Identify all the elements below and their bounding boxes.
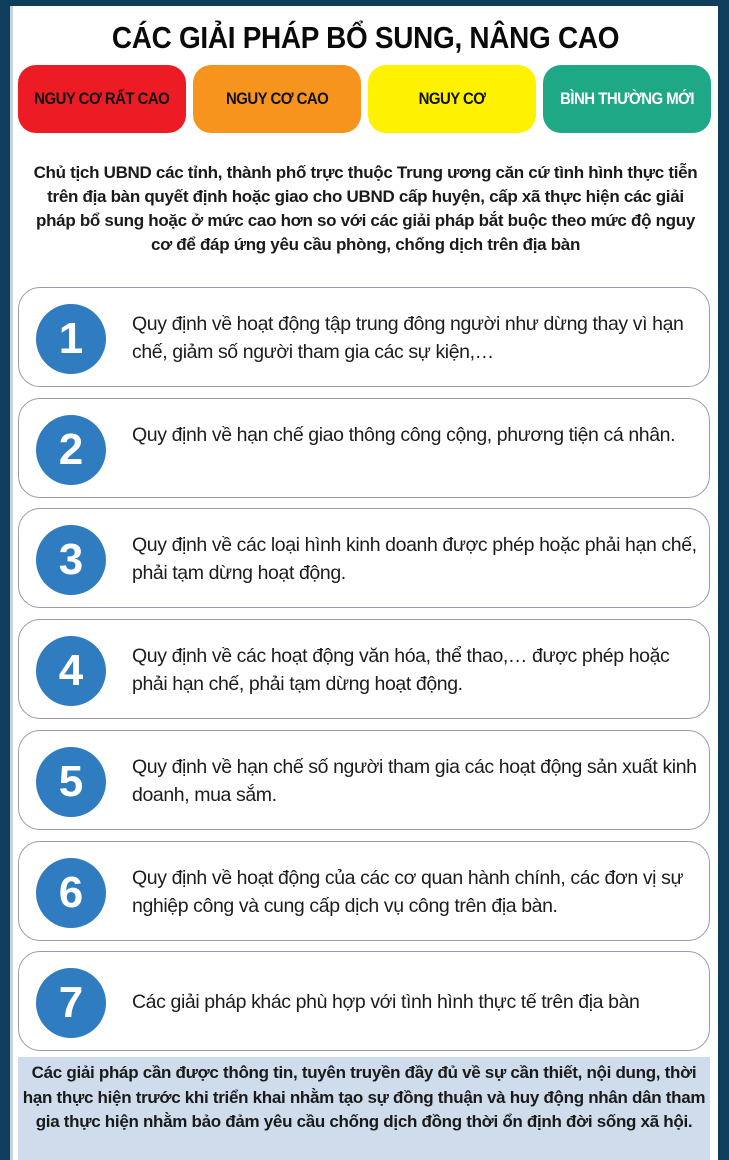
number-badge-icon: 7 [36, 968, 106, 1038]
item-text: Các giải pháp khác phù hợp với tình hình thực tế trên địa bàn [132, 991, 640, 1013]
list-item [18, 508, 710, 608]
list-item [18, 841, 710, 941]
risk-level-legend [18, 65, 713, 133]
risk-pill-high: NGUY CƠ CAO [193, 65, 361, 133]
footer-note: Các giải pháp cần được thông tin, tuyên truyền đầy đủ về sự cần thiết, nội dung, thời hạn thực hiện trước khi triển khai nhằm tạo sự đồng thuận và huy động nhân dân tham gia thực hiện nhằm bảo đảm yêu cầu chống dịch đồng thời ổn định đời sống xã hội. [18, 1057, 710, 1160]
item-text: Quy định về hạn chế giao thông công cộng, phương tiện cá nhân. [132, 424, 676, 446]
item-text: Quy định về hoạt động tập trung đông người như dừng thay vì hạn chế, giảm số người tham gia các sự kiện,… [132, 313, 684, 363]
page-title: CÁC GIẢI PHÁP BỔ SUNG, NÂNG CAO [111, 20, 620, 55]
number-badge-icon: 4 [36, 636, 106, 706]
risk-pill-new-normal: BÌNH THƯỜNG MỚI [543, 65, 711, 133]
number-badge-icon: 1 [36, 304, 106, 374]
list-item [18, 951, 710, 1051]
number-badge-icon: 6 [36, 858, 106, 928]
item-text: Quy định về các loại hình kinh doanh được phép hoặc phải hạn chế, phải tạm dừng hoạt động. [132, 534, 697, 584]
list-item [18, 287, 710, 387]
list-item [18, 398, 710, 498]
number-badge-icon: 5 [36, 747, 106, 817]
number-badge-icon: 3 [36, 525, 106, 595]
infographic-panel [10, 6, 718, 1160]
list-item [18, 619, 710, 719]
risk-pill-risk: NGUY CƠ [368, 65, 536, 133]
risk-pill-very-high: NGUY CƠ RẤT CAO [18, 65, 186, 133]
item-text: Quy định về hoạt động của các cơ quan hành chính, các đơn vị sự nghiệp công và cung cấp dịch vụ công trên địa bàn. [132, 867, 684, 917]
list-item [18, 730, 710, 830]
number-badge-icon: 2 [36, 415, 106, 485]
intro-paragraph: Chủ tịch UBND các tỉnh, thành phố trực thuộc Trung ương căn cứ tình hình thực tiễn trên địa bàn quyết định hoặc giao cho UBND cấp huyện, cấp xã thực hiện các giải pháp bổ sung hoặc ở mức cao hơn so với các giải pháp bắt buộc theo mức độ nguy cơ để đáp ứng yêu cầu phòng, chống dịch trên địa bàn [33, 163, 698, 254]
item-text: Quy định về hạn chế số người tham gia các hoạt động sản xuất kinh doanh, mua sắm. [132, 756, 697, 806]
item-text: Quy định về các hoạt động văn hóa, thể thao,… được phép hoặc phải hạn chế, phải tạm dừng hoạt động. [132, 645, 670, 695]
